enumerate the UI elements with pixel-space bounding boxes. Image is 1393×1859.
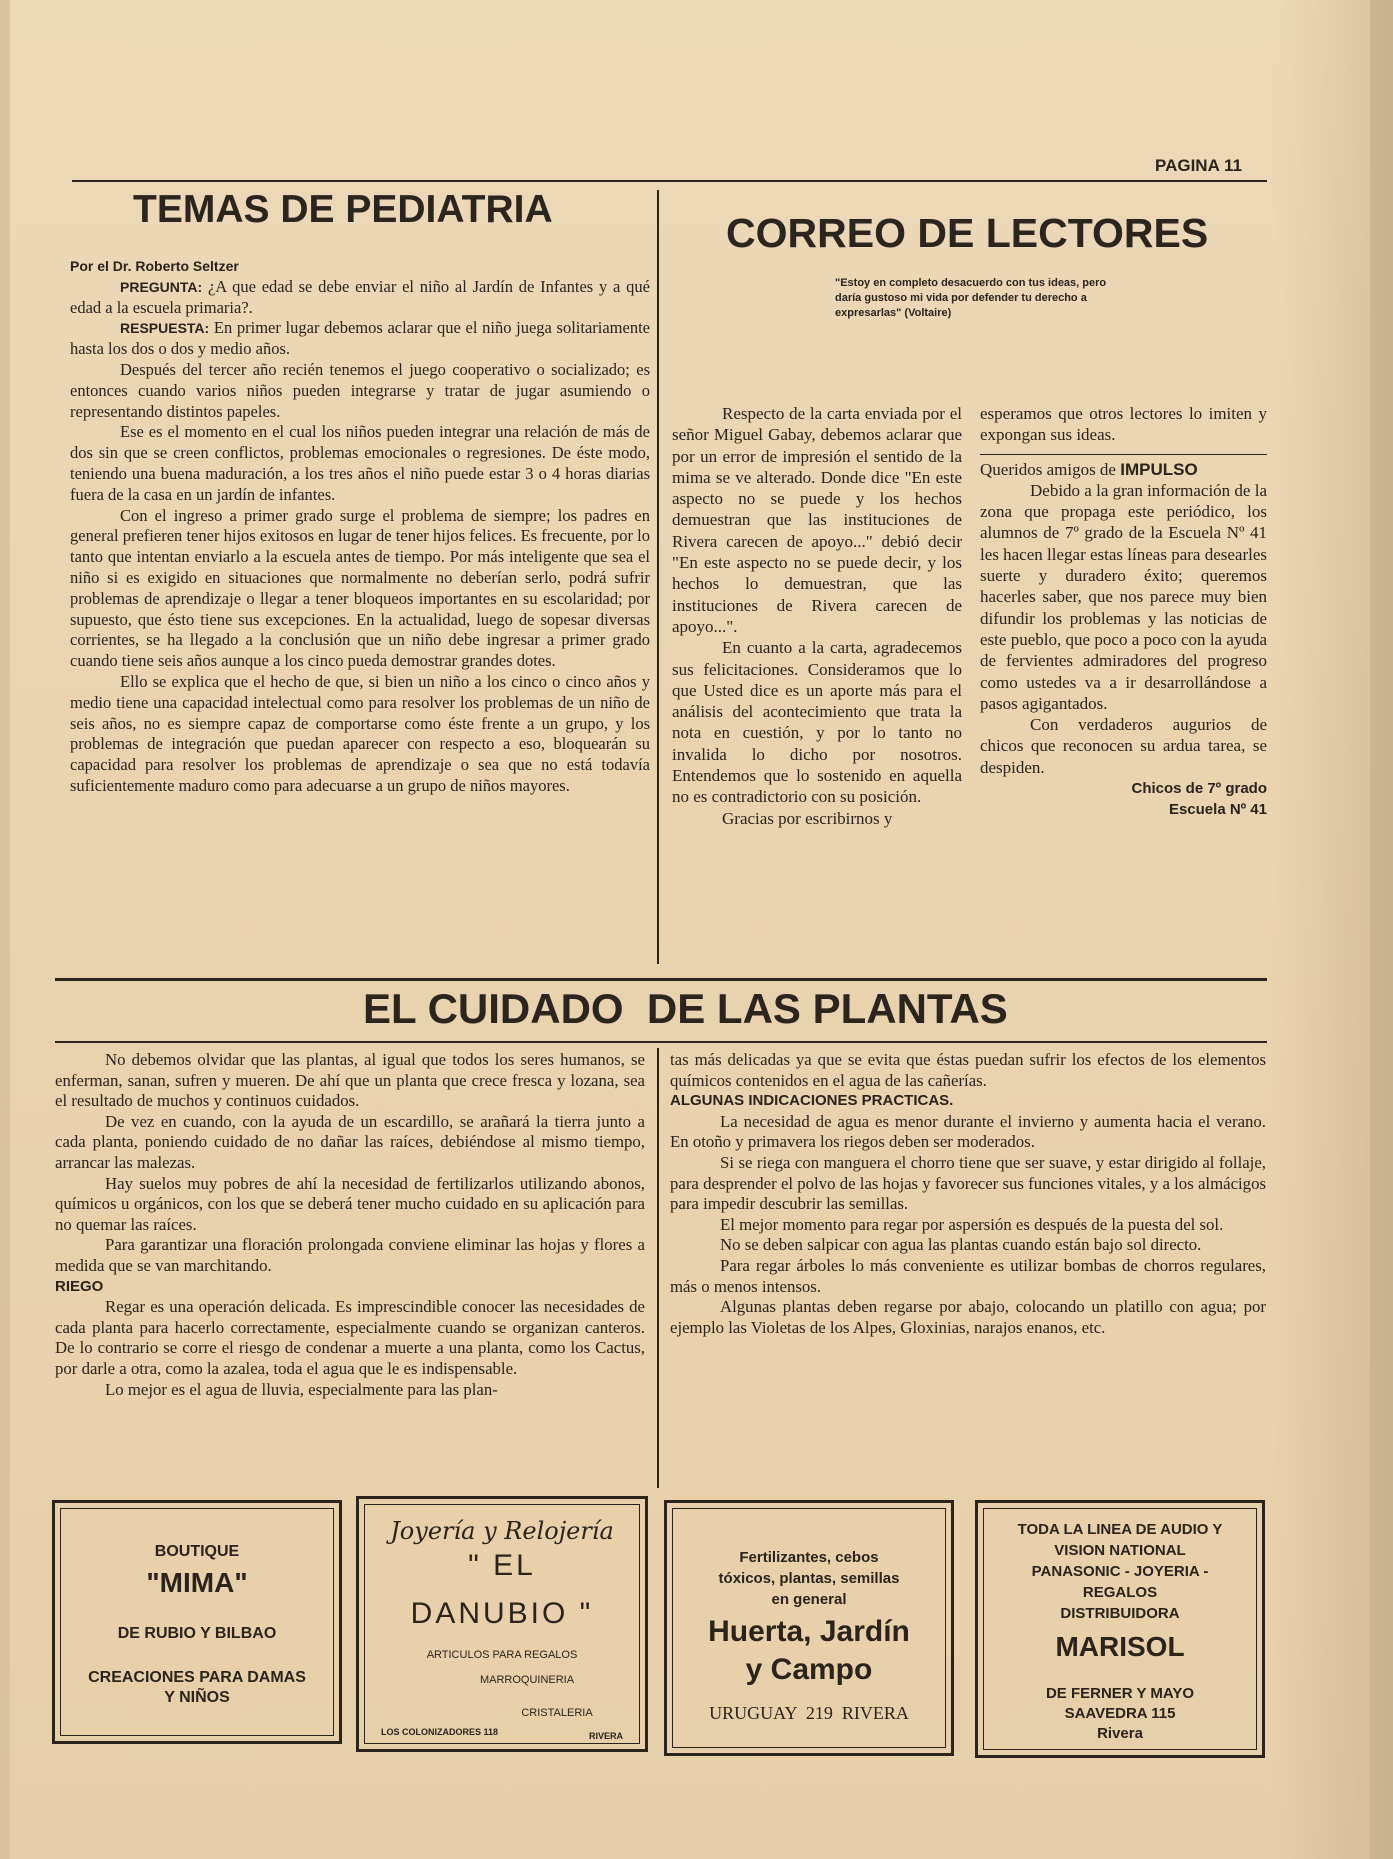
pediatria-paragraph: Con el ingreso a primer grado surge el problema de siempre; los padres en general prefieren tener hijos exitosos en lugar de tener hijos felices. Es frecuente, por lo tanto que intentan enviarlo a la escuela antes de tiempo. Por más inteligente que sea el niño si es exigido en situaciones que normalmente no deberían serlo, podrá sufrir problemas de aprendizaje o llegar a tener bloqueos importantes en su escolaridad; por supuesto, que ésto tiene sus excepciones. En la actualidad, luego de sopesar diversas corrientes, se ha llegado a la conclusión que un niño debe ingresar a primer grado cuando tiene seis años aunque a los cinco pueda demostrar grandes dotes.: [70, 505, 650, 671]
correo-paragraph: Con verdaderos augurios de chicos que reconocen su ardua tarea, se despiden.: [980, 715, 1267, 777]
plantas-paragraph: Regar es una operación delicada. Es imprescindible conocer las necesidades de cada planta para hacerlo correctamente, especialmente cuando se organizan canteros. De lo contrario se corre el riesgo de condenar a muerte a una planta, como los Cactus, por darle a otra, como la azalea, toda el agua que le es indispensable.: [55, 1297, 645, 1378]
pediatria-paragraph: Ello se explica que el hecho de que, si bien un niño a los cinco o cinco años y medio tiene una capacidad intelectual como para resolver los problemas de un niño de seis años, no es siempre capaz de comportarse como éste frente a un grupo, y los problemas de integración que puedan aparecer con respecto a eso, bloquearán su capacidad para resolver los problemas de aprendizaje o sea que no está todavía suficientemente maduro como para adecuarse a un grupo de niños mayores.: [70, 671, 650, 795]
correo-paragraph: Gracias por escribirnos y: [722, 808, 893, 828]
question-text: ¿A que edad se debe enviar el niño al Jardín de Infantes y a qué edad a la escuela primaria?.: [70, 276, 650, 317]
plantas-column-1: [55, 1050, 645, 1400]
plantas-column-2: [670, 1050, 1266, 1338]
ad-huerta-jardin: [664, 1500, 954, 1756]
ad-brand: DANUBIO ": [410, 1597, 594, 1630]
answer-label: RESPUESTA:: [120, 320, 210, 337]
greeting-text: Queridos amigos de: [980, 459, 1121, 479]
ad-city: RIVERA: [588, 1731, 623, 1741]
plantas-paragraph: El mejor momento para regar por aspersión es después de la puesta del sol.: [720, 1214, 1224, 1234]
ad-brand: MARISOL: [1055, 1631, 1185, 1662]
correo-column-2: [980, 403, 1267, 821]
ad-line: REGALOS: [1082, 1584, 1158, 1601]
question-label: PREGUNTA:: [120, 278, 203, 295]
correo-paragraph: Respecto de la carta enviada por el señor Miguel Gabay, debemos aclarar que por un error de impresión el sentido de la mima se ve alterado. Donde dice "En este aspecto no se puede y los hechos demuestran que las instituciones de Rivera carecen de apoyo..." debió decir "En este aspecto no se puede decir, y los hechos lo demuestran, que las instituciones de Rivera carecen de apoyo...".: [672, 404, 962, 636]
answer: [70, 318, 650, 360]
correo-paragraph: Debido a la gran información de la zona que propaga este periódico, los alumnos de 7º grado de la Escuela Nº 41 les hacen llegar estas líneas para desearles suerte y duradero éxito; queremos hacerles saber, que nos parece muy bien difundir los problemas y las noticias de este pueblo, que poco a poco con la ayuda de fervientes admiradores del progreso como ustedes va a ir desarrollándose a pasos agigantados.: [980, 480, 1267, 713]
ad-brand: " EL: [468, 1549, 536, 1582]
plantas-paragraph: tas más delicadas ya que se evita que éstas puedan sufrir los efectos de los elementos químicos contenidos en el agua de las cañerías.: [670, 1050, 1266, 1090]
plantas-top-rule: [55, 978, 1267, 981]
page-number: PAGINA 11: [1155, 156, 1242, 175]
byline: Por el Dr. Roberto Seltzer: [70, 258, 239, 274]
letter-greeting: [980, 454, 1267, 480]
ad-line: DE FERNER Y MAYO: [1045, 1685, 1195, 1702]
voltaire-quote: "Estoy en completo desacuerdo con tus ideas, pero daría gustoso mi vida por defender tu derecho a expresarlas" (Voltaire): [835, 277, 1107, 319]
ad-line: CREACIONES PARA DAMAS: [88, 1669, 306, 1686]
plantas-bottom-rule: [55, 1041, 1267, 1043]
ad-line: VISION NATIONAL: [1054, 1542, 1186, 1559]
ad-line: SAAVEDRA 115: [1064, 1705, 1176, 1722]
ad-line: tóxicos, plantas, semillas: [718, 1570, 900, 1587]
ad-line: en general: [771, 1591, 847, 1608]
plantas-paragraph: Para regar árboles lo más conveniente es utilizar bombas de chorros regulares, más o menos intensos.: [670, 1255, 1266, 1296]
ad-line: PANASONIC - JOYERIA -: [1031, 1563, 1209, 1580]
indicaciones-heading: ALGUNAS INDICACIONES PRACTICAS.: [670, 1092, 954, 1110]
plantas-paragraph: No se deben salpicar con agua las plantas cuando están bajo sol directo.: [720, 1235, 1202, 1255]
ad-line: ARTICULOS PARA REGALOS: [426, 1649, 578, 1661]
ad-line: MARROQUINERIA: [479, 1674, 575, 1686]
plantas-paragraph: Para garantizar una floración prolongada conviene eliminar las hojas y flores a medida que se van marchitando.: [55, 1235, 645, 1275]
pediatria-title: TEMAS DE PEDIATRIA: [133, 188, 553, 231]
ad-line: BOUTIQUE: [154, 1543, 240, 1560]
plantas-paragraph: La necesidad de agua es menor durante el invierno y aumenta hacia el verano. En otoño y primavera los riegos deben ser moderados.: [670, 1111, 1266, 1152]
ad-script-title: Joyería y Relojería: [390, 1517, 614, 1545]
page-shadow: [1273, 0, 1393, 1859]
correo-column-1: [672, 403, 962, 829]
ad-line: DISTRIBUIDORA: [1060, 1605, 1180, 1622]
ad-distribuidora-marisol: [975, 1500, 1265, 1758]
ad-boutique-mima: [52, 1500, 342, 1744]
ad-brand: "MIMA": [146, 1567, 248, 1598]
ad-brand: Huerta, Jardín: [708, 1615, 910, 1648]
plantas-paragraph: Si se riega con manguera el chorro tiene que ser suave, y estar dirigido al follaje, para desprender el polvo de las hojas y favorecer sus funciones vitales, y a los almácigos para impedir descubrir las semillas.: [670, 1152, 1266, 1214]
signature-line: Chicos de 7º grado: [1131, 780, 1267, 798]
ad-brand: y Campo: [745, 1653, 873, 1686]
plantas-paragraph: No debemos olvidar que las plantas, al igual que todos los seres humanos, se enferman, sanan, sufren y mueren. De ahí que un planta que crece fresca y lozana, sea el resultado de muchos y continuos cuidados.: [55, 1050, 645, 1111]
column-divider-top: [657, 190, 659, 964]
correo-paragraph: esperamos que otros lectores lo imiten y expongan sus ideas.: [980, 404, 1267, 445]
ad-line: Fertilizantes, cebos: [739, 1549, 879, 1566]
pediatria-article: [70, 256, 650, 797]
plantas-paragraph: Hay suelos muy pobres de ahí la necesidad de fertilizarlos utilizando abonos, químicos u orgánicos, con los que se deberá tener mucho cuidado en su aplicación para no quemar las raíces.: [55, 1173, 645, 1234]
plantas-paragraph: Lo mejor es el agua de lluvia, especialmente para las plan-: [105, 1379, 498, 1399]
pediatria-paragraph: Después del tercer año recién tenemos el juego cooperativo o socializado; es entonces cuando varios niños pueden integrarse y tratar de jugar asumiendo o representando distintos papeles.: [70, 359, 650, 421]
ad-joyeria-danubio: [356, 1496, 648, 1752]
answer-text: En primer lugar debemos aclarar que el niño juega solitariamente hasta los dos o dos y medio años.: [70, 318, 650, 359]
plantas-paragraph: De vez en cuando, con la ayuda de un escardillo, se arañará la tierra junto a cada planta, poniendo cuidado de no dañar las raíces, debiéndose al mismo tiempo, arrancar las malezas.: [55, 1111, 645, 1172]
plantas-paragraph: Algunas plantas deben regarse por abajo, colocando un platillo con agua; por ejemplo las Violetas de los Alpes, Gloxinias, narajos enanos, etc.: [670, 1297, 1266, 1337]
signature-line: Escuela Nº 41: [1168, 801, 1267, 819]
question: [70, 277, 650, 319]
ad-address: LOS COLONIZADORES 118: [381, 1727, 499, 1737]
ad-line: DE RUBIO Y BILBAO: [117, 1625, 277, 1642]
pediatria-paragraph: Ese es el momento en el cual los niños pueden integrar una relación de más de dos sin que se creen conflictos, problemas emocionales o regresiones. De éste modo, teniendo una buena maduración, a los tres años el niño puede estar 3 o 4 horas diarias fuera de la casa en un jardín de infantes.: [70, 422, 650, 504]
ad-line: Rivera: [1097, 1725, 1143, 1742]
ad-line: TODA LA LINEA DE AUDIO Y: [1017, 1521, 1223, 1538]
riego-heading: RIEGO: [55, 1277, 104, 1295]
ad-line: Y NIÑOS: [164, 1689, 230, 1706]
ad-address: URUGUAY 219 RIVERA: [709, 1703, 909, 1723]
ad-line: CRISTALERIA: [521, 1707, 593, 1719]
correo-title: CORREO DE LECTORES: [726, 210, 1209, 256]
column-divider-bottom: [657, 1048, 659, 1488]
top-rule: [72, 180, 1267, 182]
correo-paragraph: En cuanto a la carta, agradecemos sus felicitaciones. Consideramos que lo que Usted dice es un aporte más para el análisis del acontecimiento que trata la nota en cuestión, y por lo tanto no invalida lo dicho por nosotros. Entendemos que lo sostenido en aquella no es contradictorio con su posición.: [672, 638, 962, 807]
plantas-title: EL CUIDADO DE LAS PLANTAS: [363, 985, 1008, 1032]
greeting-bold: IMPULSO: [1120, 459, 1198, 479]
